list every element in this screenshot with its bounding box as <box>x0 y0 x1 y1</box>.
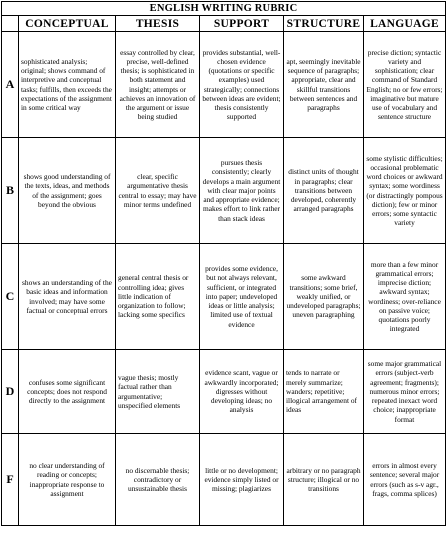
cell-thesis: clear, specific argumentative thesis central to essay; may have minor terms undefined <box>116 138 200 244</box>
table-row <box>2 32 446 138</box>
cell-conceptual: shows good understanding of the texts, ideas, and methods of the assignment; goes beyond the obvious <box>19 138 116 244</box>
cell-language: some major grammatical errors (subject-verb agreement; fragments); numerous minor errors; repeated inexact word choice; inappropriate format <box>364 350 446 434</box>
cell-conceptual: confuses some significant concepts; does not respond directly to the assignment <box>19 350 116 434</box>
cell-thesis: vague thesis; mostly factual rather than argumentative; unspecified elements <box>116 350 200 434</box>
cell-support: little or no development; evidence simply listed or missing; plagiarizes <box>200 434 284 526</box>
cell-structure: distinct units of thought in paragraphs; clear transitions between developed, coherently arranged paragraphs <box>284 138 364 244</box>
cell-structure: tends to narrate or merely summarize; wanders; repetitive; illogical arrangement of ideas <box>284 350 364 434</box>
grade-label: A <box>2 32 19 138</box>
cell-structure: arbitrary or no paragraph structure; illogical or no transitions <box>284 434 364 526</box>
header-language: LANGUAGE <box>364 16 446 32</box>
grade-label: C <box>2 244 19 350</box>
grade-label: D <box>2 350 19 434</box>
table-row <box>2 244 446 350</box>
table-row <box>2 434 446 526</box>
header-support: SUPPORT <box>200 16 284 32</box>
grade-label: F <box>2 434 19 526</box>
cell-conceptual: sophisticated analysis; original; shows command of interpretive and conceptual tasks; fulfills, then exceeds the expectations of the assignment in some critical way <box>19 32 116 138</box>
cell-support: provides substantial, well-chosen evidence (quotations or specific examples) used strategically; connections between ideas are evident; thesis consistently supported <box>200 32 284 138</box>
cell-conceptual: shows an understanding of the basic ideas and information involved; may have some factual or conceptual errors <box>19 244 116 350</box>
cell-structure: apt, seemingly inevitable sequence of paragraphs; appropriate, clear and skillful transitions between sentences and paragraphs <box>284 32 364 138</box>
cell-thesis: no discernable thesis; contradictory or unsustainable thesis <box>116 434 200 526</box>
header-structure: STRUCTURE <box>284 16 364 32</box>
cell-support: pursues thesis consistently; clearly develops a main argument with clear major points and appropriate evidence; makes effort to link rather than stack ideas <box>200 138 284 244</box>
cell-structure: some awkward transitions; some brief, weakly unified, or undeveloped paragraphs; uneven paragraphing <box>284 244 364 350</box>
rubric-table <box>1 1 446 526</box>
cell-language: some stylistic difficulties; occasional problematic word choices or awkward syntax; some wordiness (or distractingly pompous diction); few or minor errors; some syntactic variety <box>364 138 446 244</box>
cell-language: errors in almost every sentence; several major errors (such as s-v agr., frags, comma splices) <box>364 434 446 526</box>
cell-thesis: essay controlled by clear, precise, well-defined thesis; is sophisticated in both statement and insight; attempts or achieves an innovation of the argument or issue being studied <box>116 32 200 138</box>
header-thesis: THESIS <box>116 16 200 32</box>
rubric-title: ENGLISH WRITING RUBRIC <box>2 2 446 16</box>
cell-language: precise diction; syntactic variety and sophistication; clear command of Standard English; no or few errors; imaginative but mature use of vocabulary and sentence structure <box>364 32 446 138</box>
header-row <box>2 16 446 32</box>
table-row <box>2 350 446 434</box>
cell-thesis: general central thesis or controlling idea; gives little indication of organization to follow; lacking some specifics <box>116 244 200 350</box>
cell-support: provides some evidence, but not always relevant, sufficient, or integrated into paper; undeveloped ideas or little analysis; limited use of textual evidence <box>200 244 284 350</box>
grade-label: B <box>2 138 19 244</box>
rubric-page <box>1 1 445 539</box>
cell-conceptual: no clear understanding of reading or concepts; inappropriate response to assignment <box>19 434 116 526</box>
table-row <box>2 138 446 244</box>
cell-language: more than a few minor grammatical errors; imprecise diction; awkward syntax; wordiness; over-reliance on passive voice; quotations poorly integrated <box>364 244 446 350</box>
header-corner <box>2 16 19 32</box>
header-conceptual: CONCEPTUAL <box>19 16 116 32</box>
cell-support: evidence scant, vague or awkwardly incorporated; digresses without developing ideas; no analysis <box>200 350 284 434</box>
